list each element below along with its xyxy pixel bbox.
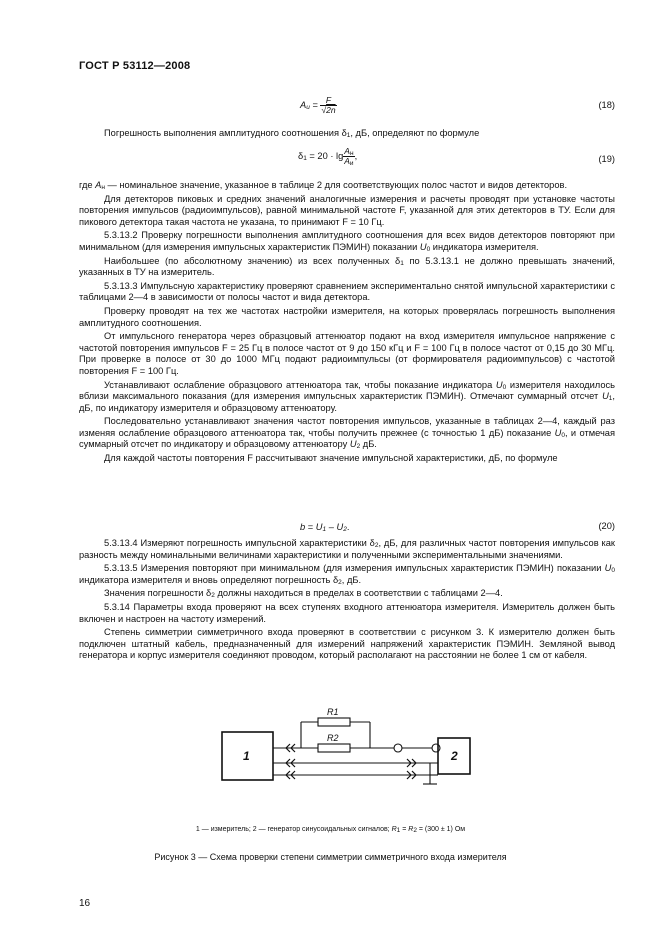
fraction: $\frac{A_н}{A_и}$ [344, 146, 354, 167]
page-number: 16 [79, 898, 91, 909]
r2-label: R2 [327, 733, 339, 743]
box-2-label: 2 [451, 749, 458, 763]
paragraph: 5.3.14 Параметры входа проверяют на всех ступенях входного аттенюатора измерителя. Измеритель должен быть включен и настроен на частоту измерений. [79, 601, 615, 624]
paragraph: 5.3.13.2 Проверку погрешности выполнения амплитудного соотношения для всех видов детекторов повторяют при минимальном (для измерения импульсных характеристик ПЭМИН) показании $U_0$ индикатора измерителя. [79, 230, 615, 253]
equation-20: $b = U_1 - U_2$. [300, 522, 350, 533]
standard-header: ГОСТ Р 53112—2008 [79, 60, 191, 72]
paragraph-where: где $A_н$ — номинальное значение, указанное в таблице 2 для соответствующих полос частот и видов детекторов. [79, 180, 568, 191]
paragraph: Погрешность выполнения амплитудного соотношения $\delta_1$, дБ, определяют по формуле [104, 128, 480, 139]
equation-18: $A_и$ = $\frac{F}{√2n}$ [300, 95, 336, 115]
ground-symbol [423, 775, 437, 784]
equation-19: $\delta_1 = 20 \cdot \lg$ $\frac{A_н}{A_и}$ , [298, 146, 358, 167]
r1-label: R1 [327, 707, 339, 717]
paragraph: Для каждой частоты повторения F рассчитывают значение импульсной характеристики, дБ, по формуле [104, 453, 558, 464]
paragraph: 5.3.13.3 Импульсную характеристику проверяют сравнением экспериментально снятой импульсной характеристики с таблицами 2—4 в зависимости от полосы частот и вида детектора. [79, 280, 615, 303]
paragraph: От импульсного генератора через образцовый аттенюатор подают на вход измерителя импульсное напряжение с частотой повторения импульсов F = 25 Гц в полосе частот от 9 до 150 кГц и F = 100 Гц в полосе частот от 0,15 до 30 МГц. При проверке в полосе от 30 до 1000 МГц подают радиоимпульсы (от формирователя радиоимпульсов) с частотой повторения F = 100 Гц. [79, 331, 615, 376]
circuit-diagram [0, 702, 661, 802]
resistor-r1 [318, 718, 350, 726]
equation-number: (19) [598, 154, 615, 164]
paragraph: Проверку проводят на тех же частотах настройки измерителя, на которых проверялась погрешность выполнения амплитудного соотношения. [79, 305, 615, 328]
paragraph: Для детекторов пиковых и средних значений аналогичные измерения и расчеты проводят при установке частоты повторения импульсов (радиоимпульсов), равной минимальной частоте F, указанной для этих детекторов в ТУ. Если для пикового детектора такая частота не указана, то принимают F = 10 Гц. [79, 193, 615, 227]
paragraph: Значения погрешности $\delta_2$ должны находиться в пределах в соответствии с таблицами 2—4. [104, 588, 503, 600]
figure-title: Рисунок 3 — Схема проверки степени симметрии симметричного входа измерителя [154, 852, 507, 862]
connector-left [286, 744, 295, 779]
equation-number: (20) [598, 521, 615, 531]
box-1-label: 1 [243, 749, 250, 763]
equation-number: (18) [598, 100, 615, 110]
terminal [394, 744, 402, 752]
paragraph: Последовательно устанавливают значения частот повторения импульсов, указанные в таблицах 2—4, каждый раз изменяя ослабление образцового аттенюатора так, чтобы получить прежнее (с точностью 1 дБ) показание $U_0$, и отмечая суммарный отсчет по индикатору и образцовому аттенюатору $U_2$ дБ. [79, 416, 616, 451]
resistor-r2 [318, 744, 350, 752]
paragraph: 5.3.13.4 Измеряют погрешность импульсной характеристики $\delta_2$, дБ, для различных частот повторения импульсов как разность между номинальными величинами характеристики и полученными экспериментальными значениями. [79, 538, 615, 560]
paragraph: 5.3.13.5 Измерения повторяют при минимальном (для измерения импульсных характеристик ПЭМИН) показании $U_0$ индикатора измерителя и вновь определяют погрешность $\delta_2$, дБ. [79, 563, 615, 586]
paragraph: Наибольшее (по абсолютному значению) из всех полученных $\delta_1$ по 5.3.13.1 не должно превышать значений, указанных в ТУ на измеритель. [79, 255, 615, 278]
paragraph: Устанавливают ослабление образцового аттенюатора так, чтобы показание индикатора $U_0$ измерителя находилось вблизи максимального показания (для измерения импульсных характеристик ПЭМИН). Отмечают суммарный отсчет $U_1$, дБ, по индикатору измерителя и образцовому аттенюатору. [79, 379, 615, 413]
fraction: $\frac{F}{√2n}$ [321, 95, 336, 115]
figure-legend: 1 — измеритель; 2 — генератор синусоидальных сигналов; $R_1 = R_2 = (300 \pm 1)$ Ом [195, 826, 466, 834]
paragraph: Степень симметрии симметричного входа проверяют в соответствии с рисунком 3. К измерителю должен быть подключен штатный кабель, предназначенный для измерений напряжений характеристик ПЭМИН. Земляной вывод генератора и корпус измерителя соединяют проводом, который располагают на расстоянии не более 1 см от кабеля. [79, 627, 615, 661]
connector-right [407, 759, 416, 779]
